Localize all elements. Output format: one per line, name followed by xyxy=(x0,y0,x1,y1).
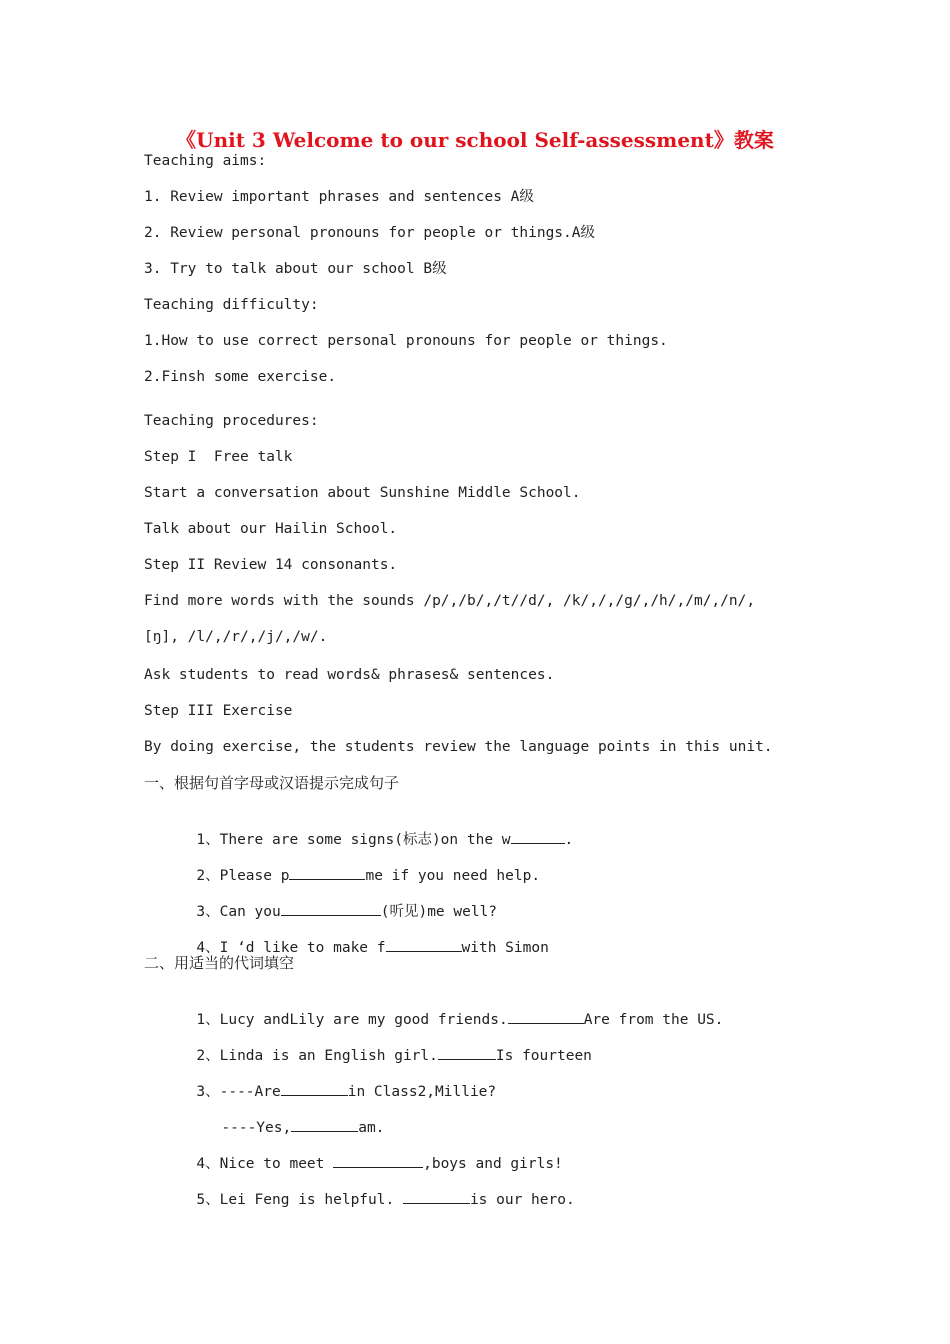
question-text: 3、----Are xyxy=(196,1084,281,1100)
aim-item-2: 2. Review personal pronouns for people or things.A级 xyxy=(144,225,595,241)
procedure-line-9: By doing exercise, the students review the language points in this unit. xyxy=(144,739,773,755)
answer-blank[interactable] xyxy=(333,1153,423,1168)
procedure-line-4: Step II Review 14 consonants. xyxy=(144,557,398,573)
answer-blank[interactable] xyxy=(281,901,381,916)
question-text: is our hero. xyxy=(469,1192,575,1208)
procedure-line-3: Talk about our Hailin School. xyxy=(144,521,398,537)
question-text: with Simon xyxy=(461,940,549,956)
aim-item-1: 1. Review important phrases and sentences A级 xyxy=(144,189,534,205)
question-text: me if you need help. xyxy=(365,868,541,884)
answer-blank[interactable] xyxy=(281,1081,348,1096)
question-text: Is fourteen xyxy=(495,1048,592,1064)
procedure-line-5: Find more words with the sounds /p/,/b/,/t//d/, /k/,/,/g/,/h/,/m/,/n/, xyxy=(144,593,756,609)
question-text: 5、Lei Feng is helpful. xyxy=(196,1192,403,1208)
question-text: 4、I ‘d like to make f xyxy=(196,940,386,956)
answer-blank[interactable] xyxy=(508,1009,584,1024)
procedure-line-6: [ŋ], /l/,/r/,/j/,/w/. xyxy=(144,629,328,645)
answer-blank[interactable] xyxy=(511,829,565,844)
aims-heading: Teaching aims: xyxy=(144,153,267,169)
answer-blank[interactable] xyxy=(438,1045,496,1060)
document-title: 《Unit 3 Welcome to our school Self-assessment》教案 xyxy=(176,128,774,152)
question-text: in Class2,Millie? xyxy=(347,1084,497,1100)
question-text: 1、Lucy andLily are my good friends. xyxy=(196,1012,508,1028)
question-text: 3、Can you xyxy=(196,904,281,920)
answer-blank[interactable] xyxy=(386,937,462,952)
procedure-line-1: Step I Free talk xyxy=(144,449,293,465)
section2-heading: 二、用适当的代词填空 xyxy=(144,954,295,972)
difficulty-item-1: 1.How to use correct personal pronouns for people or things. xyxy=(144,333,668,349)
procedures-heading: Teaching procedures: xyxy=(144,413,319,429)
question-text: 2、Please p xyxy=(196,868,290,884)
question-text: (听见)me well? xyxy=(380,904,498,920)
difficulty-item-2: 2.Finsh some exercise. xyxy=(144,369,337,385)
question-text: . xyxy=(564,832,574,848)
procedure-line-8: Step III Exercise xyxy=(144,703,293,719)
difficulty-heading: Teaching difficulty: xyxy=(144,297,319,313)
question-text: 2、Linda is an English girl. xyxy=(196,1048,438,1064)
section1-heading: 一、根据句首字母或汉语提示完成句子 xyxy=(144,774,400,792)
procedure-line-2: Start a conversation about Sunshine Middle School. xyxy=(144,485,581,501)
section2-question-1 xyxy=(144,989,904,1028)
question-text: ,boys and girls! xyxy=(423,1156,563,1172)
question-text: Are from the US. xyxy=(583,1012,724,1028)
question-text: 1、There are some signs(标志)on the w xyxy=(196,832,511,848)
procedure-line-7: Ask students to read words& phrases& sentences. xyxy=(144,667,555,683)
answer-blank[interactable] xyxy=(291,1117,358,1132)
question-text: am. xyxy=(358,1120,385,1136)
answer-blank[interactable] xyxy=(289,865,365,880)
aim-item-3: 3. Try to talk about our school B级 xyxy=(144,261,447,277)
question-text: ----Yes, xyxy=(221,1120,292,1136)
question-text: 4、Nice to meet xyxy=(196,1156,334,1172)
answer-blank[interactable] xyxy=(403,1189,470,1204)
section1-question-1 xyxy=(144,809,904,848)
document-body xyxy=(144,151,904,1208)
